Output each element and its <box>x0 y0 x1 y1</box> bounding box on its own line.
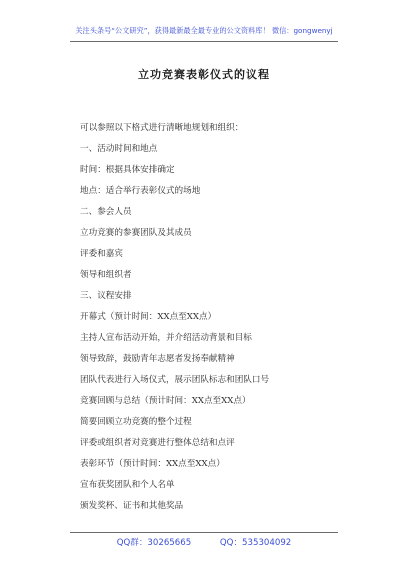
footer-divider <box>70 532 338 533</box>
footer-contact <box>0 536 408 548</box>
body-line: 领导致辞，鼓励青年志愿者发扬奉献精神 <box>80 354 235 364</box>
document-title: 立功竞赛表彰仪式的议程 <box>138 68 270 81</box>
body-line: 评委或组织者对竞赛进行整体总结和点评 <box>80 438 235 448</box>
body-line: 评委和嘉宾 <box>80 249 123 259</box>
body-line: 领导和组织者 <box>80 270 132 280</box>
body-line: 颁发奖杯、证书和其他奖品 <box>80 501 184 511</box>
footer-qq-group: QQ群：30265665 <box>116 538 192 548</box>
body-line: 简要回顾立功竞赛的整个过程 <box>80 417 192 427</box>
body-line: 团队代表进行入场仪式，展示团队标志和团队口号 <box>80 375 270 385</box>
body-line: 宣布获奖团队和个人名单 <box>80 480 175 490</box>
body-line: 竞赛回顾与总结（预计时间：XX点至XX点） <box>80 396 251 406</box>
body-line: 时间：根据具体安排确定 <box>80 165 175 175</box>
body-line: 表彰环节（预计时间：XX点至XX点） <box>80 459 225 469</box>
body-line: 二、参会人员 <box>80 207 132 217</box>
document-body <box>80 118 370 517</box>
header-divider <box>70 41 338 42</box>
body-line: 一、活动时间和地点 <box>80 144 158 154</box>
body-line: 可以参照以下格式进行清晰地规划和组织： <box>80 123 244 133</box>
body-line: 开幕式（预计时间：XX点至XX点） <box>80 312 217 322</box>
body-line: 三、议程安排 <box>80 291 132 301</box>
body-line: 立功竞赛的参赛团队及其成员 <box>80 228 192 238</box>
header-banner: 关注头条号“公文研究”，获得最新最全最专业的公文资料库！ 微信：gongwenyj <box>75 26 333 35</box>
body-line: 地点：适合举行表彰仪式的场地 <box>80 186 201 196</box>
footer-qq: QQ：535304092 <box>219 538 292 548</box>
body-line: 主持人宣布活动开始，并介绍活动背景和目标 <box>80 333 252 343</box>
